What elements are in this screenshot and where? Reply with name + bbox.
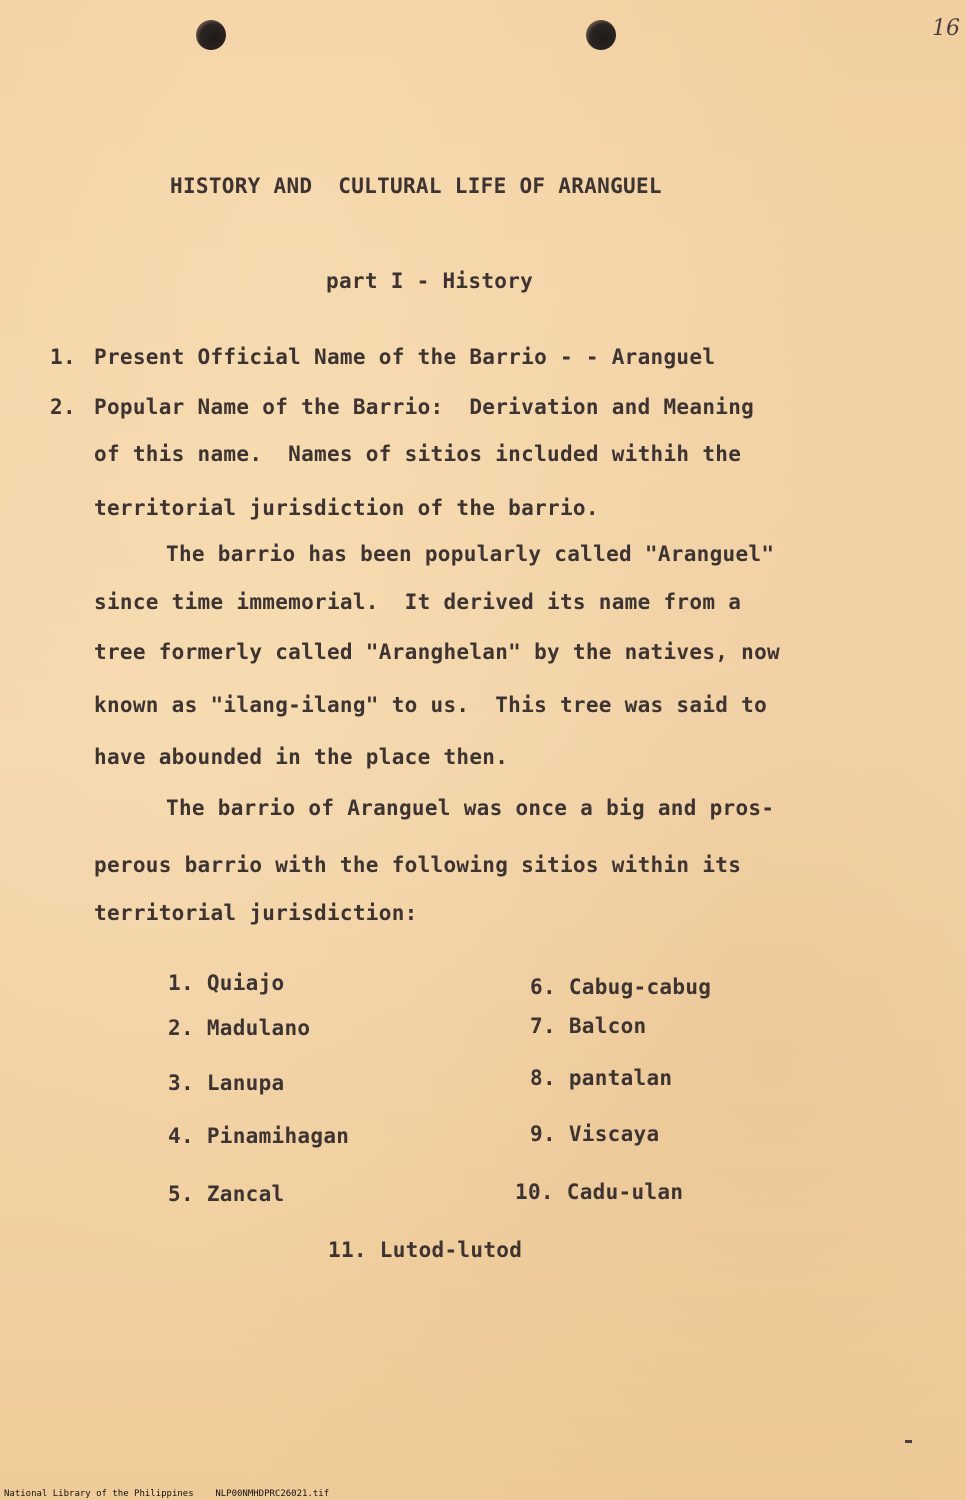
punch-hole-right bbox=[586, 20, 616, 50]
sitio-item: 10. Cadu-ulan bbox=[515, 1180, 684, 1204]
item-number: 1. bbox=[50, 345, 76, 369]
page-number: 16 bbox=[932, 16, 960, 41]
sitio-item: 11. Lutod-lutod bbox=[328, 1238, 523, 1262]
sitio-item: 7. Balcon bbox=[530, 1014, 647, 1038]
item-line: Popular Name of the Barrio: Derivation and Meaning bbox=[94, 395, 755, 419]
item-line: territorial jurisdiction of the barrio. bbox=[94, 496, 599, 520]
ink-mark bbox=[905, 1440, 912, 1443]
part-heading: part I - History bbox=[326, 269, 534, 293]
document-title: HISTORY AND CULTURAL LIFE OF ARANGUEL bbox=[170, 174, 662, 198]
paragraph-line: tree formerly called "Aranghelan" by the natives, now bbox=[94, 640, 780, 664]
paragraph-line: The barrio has been popularly called "Aranguel" bbox=[166, 542, 775, 566]
item-number: 2. bbox=[50, 395, 76, 419]
item-line: Present Official Name of the Barrio - - Aranguel bbox=[94, 345, 716, 369]
paragraph-line: since time immemorial. It derived its name from a bbox=[94, 590, 742, 614]
paragraph-line: known as "ilang-ilang" to us. This tree was said to bbox=[94, 693, 768, 717]
sitio-item: 2. Madulano bbox=[168, 1016, 311, 1040]
sitio-item: 4. Pinamihagan bbox=[168, 1124, 350, 1148]
sitio-item: 9. Viscaya bbox=[530, 1122, 660, 1146]
paragraph-line: The barrio of Aranguel was once a big and pros- bbox=[166, 796, 775, 820]
sitio-item: 5. Zancal bbox=[168, 1182, 285, 1206]
paragraph-line: territorial jurisdiction: bbox=[94, 901, 418, 925]
footer-caption: National Library of the Philippines NLP00NMHDPRC26021.tif bbox=[4, 1489, 330, 1499]
item-line: of this name. Names of sitios included withih the bbox=[94, 442, 742, 466]
sitio-item: 6. Cabug-cabug bbox=[530, 975, 712, 999]
paragraph-line: perous barrio with the following sitios within its bbox=[94, 853, 742, 877]
sitio-item: 3. Lanupa bbox=[168, 1071, 285, 1095]
sitio-item: 8. pantalan bbox=[530, 1066, 673, 1090]
paragraph-line: have abounded in the place then. bbox=[94, 745, 509, 769]
sitio-item: 1. Quiajo bbox=[168, 971, 285, 995]
punch-hole-left bbox=[196, 20, 226, 50]
